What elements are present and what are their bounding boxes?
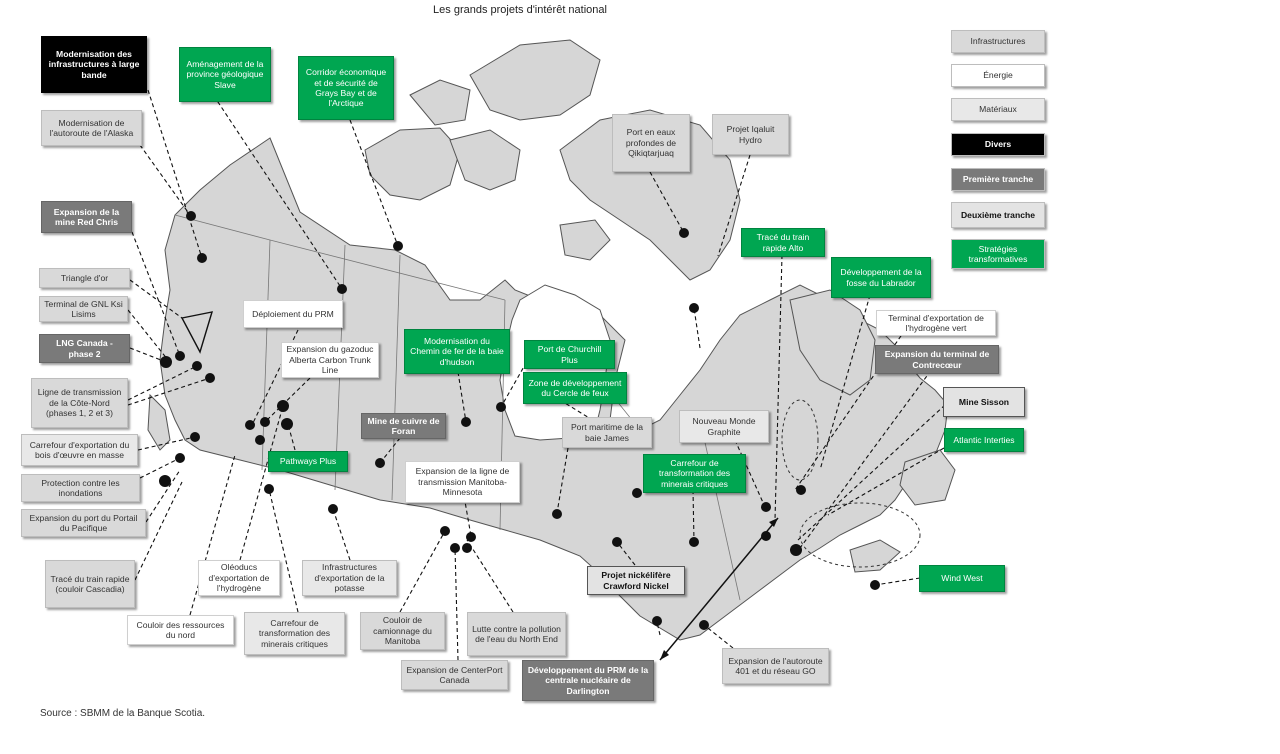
victoria-island — [365, 128, 460, 200]
project-dot — [160, 356, 172, 368]
project-box-foran: Mine de cuivre de Foran — [361, 413, 446, 439]
project-box-alto-rail: Tracé du train rapide Alto — [741, 228, 825, 257]
project-box-hudson-bay-railway: Modernisation du Chemin de fer de la baie d'hudson — [404, 329, 510, 374]
project-dot — [689, 537, 699, 547]
project-dot — [796, 485, 806, 495]
project-box-golden-triangle: Triangle d'or — [39, 268, 130, 288]
source-note: Source : SBMM de la Banque Scotia. — [40, 708, 206, 719]
arctic-island-3 — [410, 80, 470, 125]
project-box-pacific-gateway: Expansion du port du Portail du Pacifique — [21, 509, 146, 537]
legend-strategies: Stratégies transformatives — [951, 239, 1045, 269]
project-dot — [205, 373, 215, 383]
project-dot — [612, 537, 622, 547]
southampton-island — [560, 220, 610, 260]
project-box-slave: Aménagement de la province géologique Slave — [179, 47, 271, 102]
project-box-labrador-trough: Développement de la fosse du Labrador — [831, 257, 931, 298]
project-box-iqaluit-hydro: Projet Iqaluit Hydro — [712, 114, 789, 155]
project-dot — [375, 458, 385, 468]
project-dot — [245, 420, 255, 430]
project-dot — [175, 453, 185, 463]
project-dot — [260, 417, 270, 427]
project-dot — [393, 241, 403, 251]
project-box-critical-minerals-west: Carrefour de transformation des minerais critiques — [244, 612, 345, 655]
project-dot — [552, 509, 562, 519]
project-box-green-hydrogen: Terminal d'exportation de l'hydrogène vert — [876, 310, 996, 336]
project-dot — [192, 361, 202, 371]
project-box-wind-west: Wind West — [919, 565, 1005, 592]
project-box-pathways-plus: Pathways Plus — [268, 451, 348, 472]
project-box-manitoba-trucking: Couloir de camionnage du Manitoba — [360, 612, 445, 650]
project-box-crawford-nickel: Projet nickélifère Crawford Nickel — [587, 566, 685, 595]
project-dot — [462, 543, 472, 553]
project-dot — [790, 544, 802, 556]
project-box-critical-minerals-east: Carrefour de transformation des minerais critiques — [643, 454, 746, 493]
nova-scotia — [850, 540, 900, 572]
project-box-darlington: Développement du PRM de la centrale nucléaire de Darlington — [522, 660, 654, 701]
legend-energie: Énergie — [951, 64, 1045, 87]
project-box-port-churchill: Port de Churchill Plus — [524, 340, 615, 369]
project-box-actl: Expansion du gazoduc Alberta Carbon Trunk Line — [281, 342, 379, 378]
project-dot — [440, 526, 450, 536]
project-box-north-coast-transmission: Ligne de transmission de la Côte-Nord (phases 1, 2 et 3) — [31, 378, 128, 428]
project-dot — [679, 228, 689, 238]
project-dot — [652, 616, 662, 626]
project-box-sisson: Mine Sisson — [943, 387, 1025, 417]
project-box-lng-canada: LNG Canada - phase 2 — [39, 334, 130, 363]
project-box-james-bay-port: Port maritime de la baie James — [562, 417, 652, 448]
project-dot — [761, 531, 771, 541]
project-dot — [159, 475, 171, 487]
project-box-grays-bay: Corridor économique et de sécurité de Grays Bay et de l'Arctique — [298, 56, 394, 120]
project-dot — [175, 351, 185, 361]
arctic-island-2 — [450, 130, 520, 190]
project-dot — [255, 435, 265, 445]
ellesmere-island — [470, 40, 600, 120]
project-box-manitoba-minnesota: Expansion de la ligne de transmission Manitoba-Minnesota — [405, 461, 520, 503]
project-box-ksi-lisims: Terminal de GNL Ksi Lisims — [39, 296, 128, 322]
project-box-hydrogen-pipelines: Oléoducs d'exportation de l'hydrogène — [198, 560, 280, 596]
project-dot — [190, 432, 200, 442]
project-box-alaska-highway: Modernisation de l'autoroute de l'Alaska — [41, 110, 142, 146]
project-box-qikiqtarjuaq: Port en eaux profondes de Qikiqtarjuaq — [612, 114, 690, 172]
project-box-smr-deployment: Déploiement du PRM — [243, 300, 343, 328]
project-dot — [281, 418, 293, 430]
project-box-nouveau-monde: Nouveau Monde Graphite — [679, 410, 769, 443]
project-box-red-chris: Expansion de la mine Red Chris — [41, 201, 132, 233]
vancouver-island — [148, 395, 170, 450]
legend-materiaux: Matériaux — [951, 98, 1045, 121]
project-box-north-end: Lutte contre la pollution de l'eau du North End — [467, 612, 566, 656]
project-dot — [496, 402, 506, 412]
project-box-highway-401: Expansion de l'autoroute 401 et du réseau GO — [722, 648, 829, 684]
project-dot — [337, 284, 347, 294]
project-dot — [277, 400, 289, 412]
project-dot — [699, 620, 709, 630]
project-dot — [450, 543, 460, 553]
map-title: Les grands projets d'intérêt national — [433, 4, 607, 16]
project-box-potash: Infrastructures d'exportation de la potasse — [302, 560, 397, 596]
project-dot — [264, 484, 274, 494]
project-box-mass-timber: Carrefour d'exportation du bois d'œuvre en masse — [21, 434, 138, 466]
project-box-flood-protection: Protection contre les inondations — [21, 474, 140, 502]
project-dot — [466, 532, 476, 542]
project-box-broadband: Modernisation des infrastructures à large bande — [41, 36, 147, 93]
project-box-centerport: Expansion de CenterPort Canada — [401, 660, 508, 690]
project-box-northern-corridor: Couloir des ressources du nord — [127, 615, 234, 645]
project-box-atlantic-interties: Atlantic Interties — [944, 428, 1024, 452]
project-dot — [461, 417, 471, 427]
project-box-contrecoeur: Expansion du terminal de Contrecœur — [875, 345, 999, 374]
project-box-cascadia-rail: Tracé du train rapide (couloir Cascadia) — [45, 560, 135, 608]
legend-premiere-tranche: Première tranche — [951, 168, 1045, 191]
project-dot — [870, 580, 880, 590]
project-dot — [197, 253, 207, 263]
legend-infrastructures: Infrastructures — [951, 30, 1045, 53]
project-dot — [328, 504, 338, 514]
project-dot — [689, 303, 699, 313]
legend-deuxieme-tranche: Deuxième tranche — [951, 202, 1045, 228]
legend-divers: Divers — [951, 133, 1045, 156]
project-dot — [632, 488, 642, 498]
project-dot — [761, 502, 771, 512]
project-box-ring-of-fire: Zone de développement du Cercle de feux — [523, 372, 627, 404]
project-dot — [186, 211, 196, 221]
